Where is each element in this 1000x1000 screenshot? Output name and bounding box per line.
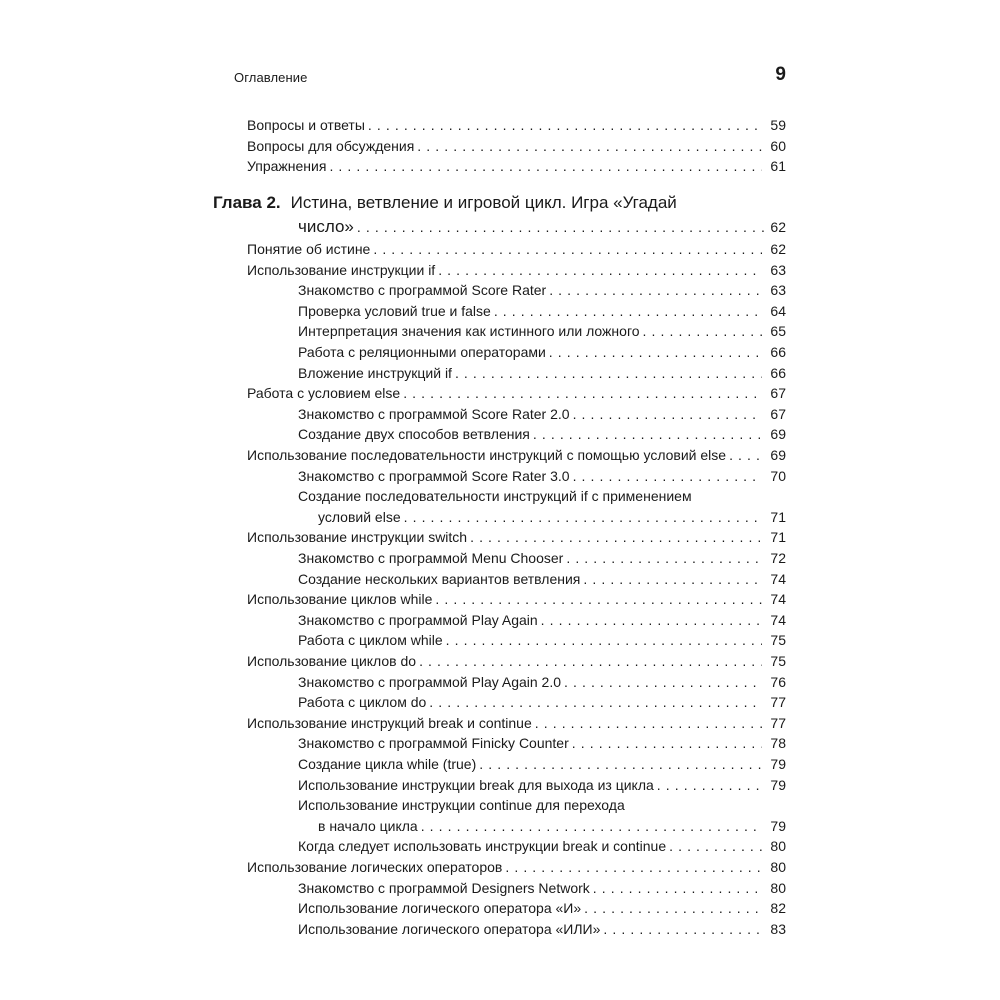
- toc-entry-page: 74: [770, 571, 786, 587]
- dot-leader: [541, 612, 762, 629]
- toc-entry[interactable]: [298, 777, 786, 794]
- dot-leader: [583, 571, 762, 588]
- toc-entry[interactable]: [247, 715, 786, 732]
- toc-entry-title: Вложение инструкций if: [298, 365, 452, 381]
- dot-leader: [669, 838, 762, 855]
- toc-entry-title: Знакомство с программой Score Rater 2.0: [298, 406, 570, 422]
- chapter-title-line2: число»: [298, 217, 354, 236]
- dot-leader: [535, 715, 762, 732]
- toc-entry[interactable]: [298, 323, 786, 340]
- toc-entry-title: Использование логических операторов: [247, 859, 503, 875]
- toc-entry[interactable]: [298, 550, 786, 567]
- toc-entry-page: 61: [770, 158, 786, 174]
- toc-entry-title: Понятие об истине: [247, 241, 371, 257]
- toc-entry-title: Знакомство с программой Play Again 2.0: [298, 674, 562, 690]
- toc-entry-page: 69: [770, 426, 786, 442]
- toc-entry-page: 79: [770, 756, 786, 772]
- toc-entry[interactable]: [247, 447, 786, 464]
- toc-entry-continuation-text: условий else: [318, 509, 401, 525]
- toc-entry-title: Работа с циклом do: [298, 694, 427, 710]
- toc-entry[interactable]: [298, 674, 786, 691]
- dot-leader: [329, 158, 762, 175]
- toc-entry-page: 79: [770, 818, 786, 834]
- toc-entry[interactable]: [298, 612, 786, 629]
- toc-entry[interactable]: [247, 241, 786, 258]
- toc-entry-page: 66: [770, 365, 786, 381]
- toc-entry-page: 67: [770, 406, 786, 422]
- toc-entry[interactable]: [298, 406, 786, 423]
- toc-entry-title: Использование циклов while: [247, 591, 433, 607]
- toc-entry-page: 69: [770, 447, 786, 463]
- toc-entry[interactable]: [298, 365, 786, 382]
- toc-entry[interactable]: [298, 900, 786, 917]
- toc-entry[interactable]: [298, 838, 786, 855]
- running-head: Оглавление: [234, 70, 308, 85]
- toc-entry-title: Работа с реляционными операторами: [298, 344, 546, 360]
- dot-leader: [549, 282, 762, 299]
- toc-entry[interactable]: [298, 468, 786, 485]
- dot-leader: [564, 674, 762, 691]
- toc-entry-title: Использование инструкций break и continue: [247, 715, 532, 731]
- dot-leader: [533, 426, 762, 443]
- dot-leader: [584, 900, 762, 917]
- toc-entry-page: 64: [770, 303, 786, 319]
- toc-entry-page: 74: [770, 612, 786, 628]
- toc-entry-title: Вопросы и ответы: [247, 117, 365, 133]
- toc-entry-page: 76: [770, 674, 786, 690]
- dot-leader: [505, 859, 762, 876]
- dot-leader: [494, 303, 762, 320]
- toc-entry-page: 63: [770, 262, 786, 278]
- toc-entry-page: 63: [770, 282, 786, 298]
- dot-leader: [368, 117, 762, 134]
- toc-entry-title: Создание цикла while (true): [298, 756, 477, 772]
- chapter-title-line1: Истина, ветвление и игровой цикл. Игра «Угадай: [290, 193, 677, 212]
- toc-entry-title: Знакомство с программой Play Again: [298, 612, 538, 628]
- toc-entry-title: Использование циклов do: [247, 653, 417, 669]
- dot-leader: [435, 591, 762, 608]
- toc-entry[interactable]: [247, 591, 786, 608]
- dot-leader: [417, 138, 762, 155]
- toc-entry-title: Упражнения: [247, 158, 327, 174]
- toc-entry[interactable]: [298, 426, 786, 443]
- toc-entry-page: 70: [770, 468, 786, 484]
- toc-entry-page: 80: [770, 838, 786, 854]
- dot-leader: [573, 406, 762, 423]
- toc-entry-title: Использование инструкции break для выхода из цикла: [298, 777, 654, 793]
- toc-entry[interactable]: [247, 653, 786, 670]
- toc-entry[interactable]: [298, 571, 786, 588]
- toc-entry-title: Использование логического оператора «И»: [298, 900, 582, 916]
- toc-entry-page: 80: [770, 880, 786, 896]
- toc-entry-title: Знакомство с программой Finicky Counter: [298, 735, 569, 751]
- toc-entry-title: Интерпретация значения как истинного или ложного: [298, 323, 640, 339]
- chapter-label: Глава 2.: [213, 193, 281, 212]
- chapter-heading-continuation[interactable]: [298, 216, 786, 237]
- toc-entry[interactable]: [298, 694, 786, 711]
- toc-entry[interactable]: [247, 859, 786, 876]
- toc-entry-title: Использование инструкции switch: [247, 529, 468, 545]
- dot-leader: [479, 756, 762, 773]
- toc-entry[interactable]: [247, 117, 786, 134]
- toc-entry[interactable]: [298, 344, 786, 361]
- toc-entry-page: 77: [770, 694, 786, 710]
- toc-entry-title: Знакомство с программой Score Rater: [298, 282, 547, 298]
- dot-leader: [549, 344, 762, 361]
- toc-entry-page: 72: [770, 550, 786, 566]
- toc-entry[interactable]: [298, 282, 786, 299]
- toc-entry-title: Знакомство с программой Menu Chooser: [298, 550, 564, 566]
- toc-entry-page: 80: [770, 859, 786, 875]
- toc-entry-title[interactable]: Создание последовательности инструкций if с применением: [298, 488, 692, 504]
- dot-leader: [357, 219, 767, 235]
- dot-leader: [421, 818, 762, 835]
- dot-leader: [470, 529, 762, 546]
- toc-entry-continuation[interactable]: [318, 509, 786, 526]
- toc-entry-page: 66: [770, 344, 786, 360]
- chapter-page: 62: [770, 219, 786, 235]
- toc-entry-page: 62: [770, 241, 786, 257]
- toc-entry-page: 77: [770, 715, 786, 731]
- toc-entry[interactable]: [298, 735, 786, 752]
- toc-entry-page: 79: [770, 777, 786, 793]
- toc-entry[interactable]: [247, 385, 786, 402]
- toc-entry[interactable]: [247, 138, 786, 155]
- toc-entry-page: 74: [770, 591, 786, 607]
- toc-entry[interactable]: [298, 921, 786, 938]
- toc-entry[interactable]: [298, 632, 786, 649]
- toc-entry-page: 65: [770, 323, 786, 339]
- toc-entry[interactable]: [298, 756, 786, 773]
- toc-entry-page: 67: [770, 385, 786, 401]
- toc-entry-page: 82: [770, 900, 786, 916]
- toc-entry-title: Работа с условием else: [247, 385, 401, 401]
- toc-entry-title: Создание нескольких вариантов ветвления: [298, 571, 581, 587]
- toc-entry-title: Использование последовательности инструкций с помощью условий else: [247, 447, 727, 463]
- toc-entry-page: 59: [770, 117, 786, 133]
- toc-entry-page: 71: [770, 529, 786, 545]
- toc-entry-page: 75: [770, 632, 786, 648]
- toc-entry-title: Создание двух способов ветвления: [298, 426, 530, 442]
- dot-leader: [438, 262, 762, 279]
- toc-entry[interactable]: [247, 262, 786, 279]
- toc-entry-title: Вопросы для обсуждения: [247, 138, 415, 154]
- dot-leader: [403, 385, 762, 402]
- dot-leader: [446, 632, 762, 649]
- page-number: 9: [775, 64, 786, 85]
- dot-leader: [455, 365, 762, 382]
- toc-entry-continuation[interactable]: [318, 818, 786, 835]
- toc-entry-title: Знакомство с программой Designers Network: [298, 880, 590, 896]
- dot-leader: [404, 509, 762, 526]
- dot-leader: [572, 735, 762, 752]
- dot-leader: [729, 447, 762, 464]
- toc-entry[interactable]: [298, 880, 786, 897]
- toc-entry-title: Использование инструкции if: [247, 262, 436, 278]
- toc-entry-title: Когда следует использовать инструкции break и continue: [298, 838, 667, 854]
- toc-entry-page: 71: [770, 509, 786, 525]
- toc-entry[interactable]: [247, 529, 786, 546]
- toc-entry-title[interactable]: Использование инструкции continue для перехода: [298, 797, 625, 813]
- dot-leader: [643, 323, 762, 340]
- toc-entry-page: 78: [770, 735, 786, 751]
- chapter-heading[interactable]: [213, 192, 677, 213]
- toc-entry-title: Использование логического оператора «ИЛИ»: [298, 921, 601, 937]
- toc-entry[interactable]: [298, 303, 786, 320]
- toc-entry-title: Проверка условий true и false: [298, 303, 491, 319]
- dot-leader: [566, 550, 762, 567]
- toc-entry-title: Знакомство с программой Score Rater 3.0: [298, 468, 570, 484]
- dot-leader: [593, 880, 762, 897]
- dot-leader: [657, 777, 762, 794]
- dot-leader: [603, 921, 762, 938]
- toc-entry-continuation-text: в начало цикла: [318, 818, 418, 834]
- toc-entry-title: Работа с циклом while: [298, 632, 443, 648]
- toc-entry-page: 75: [770, 653, 786, 669]
- toc-entry[interactable]: [247, 158, 786, 175]
- toc-entry-page: 60: [770, 138, 786, 154]
- dot-leader: [429, 694, 762, 711]
- dot-leader: [373, 241, 762, 258]
- dot-leader: [573, 468, 762, 485]
- dot-leader: [419, 653, 762, 670]
- toc-entry-page: 83: [770, 921, 786, 937]
